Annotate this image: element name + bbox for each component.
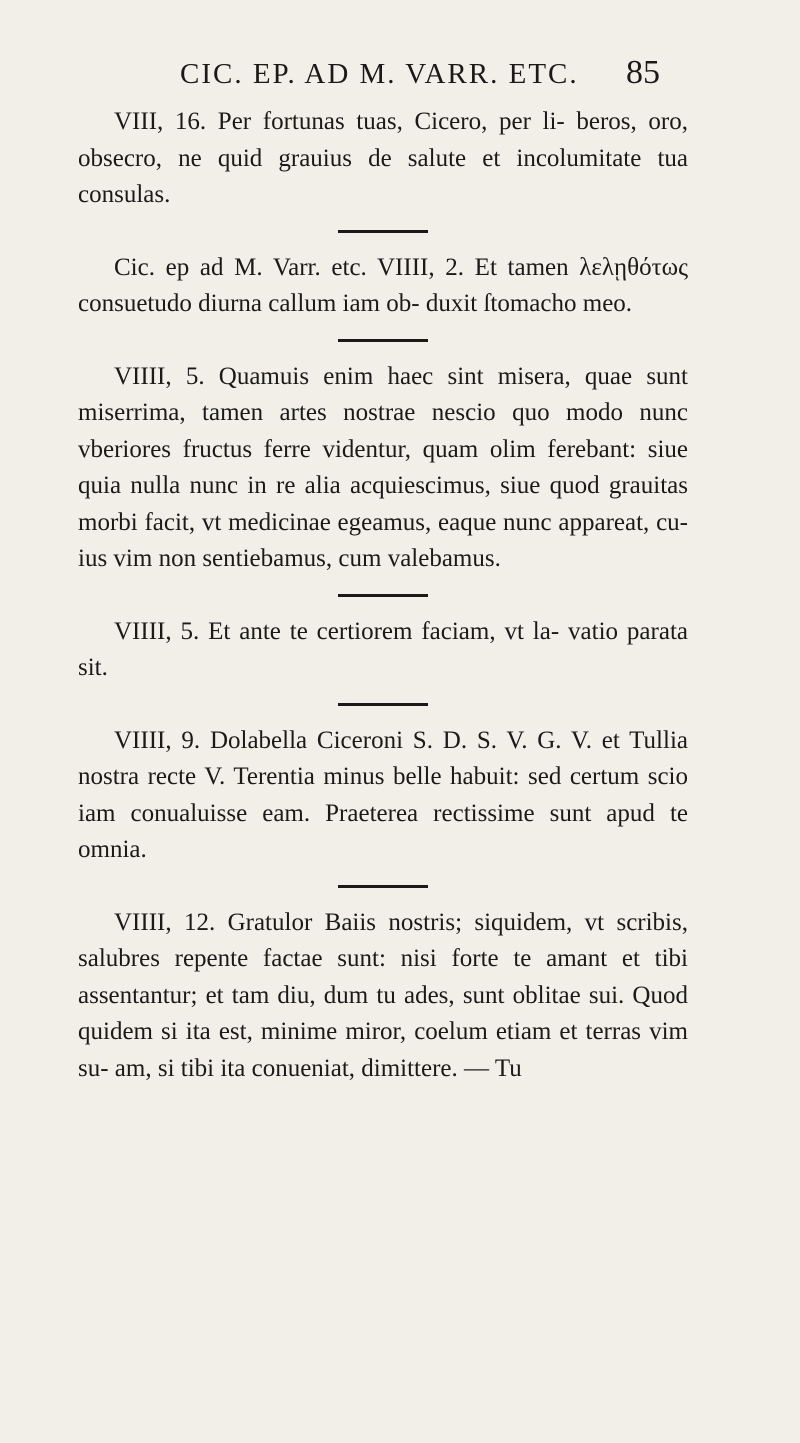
entry — [78, 359, 688, 578]
divider — [78, 869, 688, 905]
entry-text: VIIII, 9. Dolabella Ciceroni S. D. S. V. G. V. et Tullia nostra recte V. Terentia minus belle habuit: sed certum scio iam conualuisse eam. Praeterea rectissime sunt apud te omnia. — [78, 726, 688, 863]
running-head — [0, 54, 800, 98]
entry-text: VIII, 16. Per fortunas tuas, Cicero, per li- beros, oro, obsecro, ne quid grauius de salute et incolumitate tua consulas. — [78, 108, 688, 208]
divider — [78, 578, 688, 614]
entry-text: Cic. ep ad M. Varr. etc. VIIII, 2. Et tamen λελῃθότως consuetudo diurna callum iam ob- duxit ſtomacho meo. — [78, 253, 688, 317]
entry — [78, 905, 688, 1088]
entry — [78, 250, 688, 323]
entry-text: VIIII, 5. Et ante te certiorem faciam, vt la- vatio parata sit. — [78, 617, 688, 681]
entry — [78, 614, 688, 687]
divider — [78, 323, 688, 359]
running-head-title: CIC. EP. AD M. VARR. ETC. — [180, 58, 579, 90]
entry — [78, 104, 688, 214]
entry-text: VIIII, 5. Quamuis enim haec sint misera, quae sunt miserrima, tamen artes nostrae nescio quo modo nunc vberiores fructus ferre videntur, quam olim ferebant: siue quia nulla nunc in re alia acquiescimus, siue quod grauitas morbi facit, vt medicinae egeamus, eaque nunc appareat, cu- ius vim non sentiebamus, cum valebamus. — [78, 362, 688, 572]
divider — [78, 687, 688, 723]
page-number: 85 — [626, 54, 660, 91]
entry — [78, 723, 688, 869]
entry-text: VIIII, 12. Gratulor Baiis nostris; siquidem, vt scribis, salubres repente factae sunt: nisi forte te amant et tibi assentantur; et tam diu, dum tu ades, sunt oblitae sui. Quod quidem si ita est, minime miror, coelum etiam et terras vim su- am, si tibi ita conueniat, dimittere. — Tu — [78, 908, 688, 1082]
divider — [78, 214, 688, 250]
page-body — [78, 104, 688, 1087]
